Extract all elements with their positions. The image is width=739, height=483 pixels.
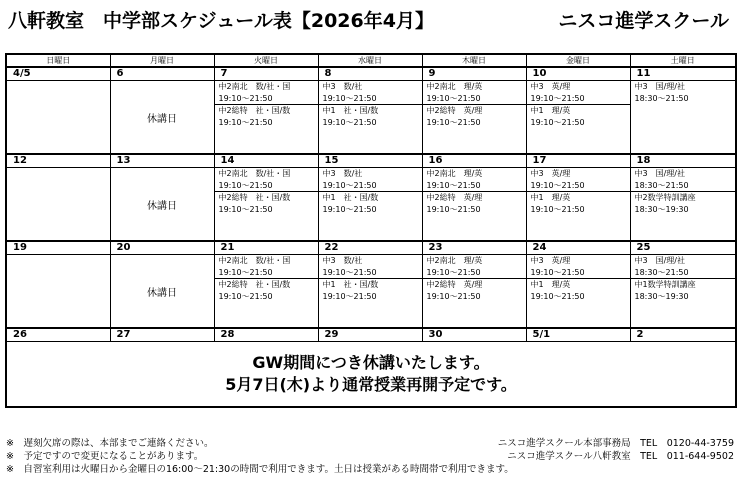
footer-row [6, 463, 734, 476]
class-subject: 中1 社・国/数 [322, 193, 379, 202]
class-time: 19:10～21:50 [218, 292, 273, 301]
class-subject: 中1 理/英 [530, 280, 571, 289]
class-entry [319, 255, 422, 279]
date-number: 24 [526, 241, 630, 255]
class-entry [423, 105, 526, 127]
day-cell [318, 255, 422, 329]
class-entry [215, 279, 318, 301]
class-time: 19:10～21:50 [322, 268, 377, 277]
date-number: 17 [526, 154, 630, 168]
date-number: 16 [422, 154, 526, 168]
class-entry [423, 279, 526, 301]
class-time: 18:30～21:50 [634, 181, 689, 190]
class-entry [319, 168, 422, 192]
class-entry [631, 168, 736, 192]
class-time: 19:10～21:50 [218, 181, 273, 190]
class-subject: 中3 数/社 [322, 256, 363, 265]
class-subject: 中3 数/社 [322, 169, 363, 178]
class-subject: 中2総特 英/理 [426, 106, 483, 115]
class-subject: 中2総特 英/理 [426, 280, 483, 289]
day-cell [630, 168, 736, 242]
date-number: 30 [422, 328, 526, 342]
holiday-label: 休講日 [147, 113, 177, 125]
class-subject: 中3 英/理 [530, 82, 571, 91]
class-time: 19:10～21:50 [426, 268, 481, 277]
day-cell [110, 81, 214, 155]
class-subject: 中2総特 社・国/数 [218, 280, 291, 289]
class-entry [631, 255, 736, 279]
class-entry [631, 192, 736, 214]
footer-row [6, 437, 734, 450]
footer-note: ※ 遅刻欠席の際は、本部までご連絡ください。 [6, 438, 214, 449]
weekday-header: 月曜日 [110, 54, 214, 67]
day-cell [422, 168, 526, 242]
class-time: 19:10～21:50 [530, 181, 585, 190]
class-time: 19:10～21:50 [218, 118, 273, 127]
holiday-label: 休講日 [147, 200, 177, 212]
class-time: 19:10～21:50 [426, 292, 481, 301]
class-time: 18:30～19:30 [634, 292, 689, 301]
class-time: 19:10～21:50 [218, 205, 273, 214]
date-number: 18 [630, 154, 736, 168]
page-title: 八軒教室 中学部スケジュール表【2026年4月】 [8, 10, 434, 32]
class-entry [215, 192, 318, 214]
footer-contact: ニスコ進学スクール八軒教室 TEL 011-644-9502 [507, 451, 734, 462]
class-subject: 中3 国/理/社 [634, 169, 685, 178]
class-subject: 中1 社・国/数 [322, 106, 379, 115]
date-row [6, 67, 736, 81]
class-entry [631, 279, 736, 301]
date-number: 25 [630, 241, 736, 255]
footer-contact: ニスコ進学スクール本部事務局 TEL 0120-44-3759 [497, 438, 734, 449]
date-number: 26 [6, 328, 110, 342]
class-time: 19:10～21:50 [530, 205, 585, 214]
date-number: 12 [6, 154, 110, 168]
class-time: 18:30～19:30 [634, 205, 689, 214]
day-cell [6, 168, 110, 242]
date-number: 19 [6, 241, 110, 255]
class-entry [527, 255, 630, 279]
date-number: 10 [526, 67, 630, 81]
day-cell [526, 255, 630, 329]
school-name: ニスコ進学スクール [558, 10, 729, 32]
day-cell [630, 81, 736, 155]
date-number: 14 [214, 154, 318, 168]
page-header [0, 0, 739, 40]
date-number: 20 [110, 241, 214, 255]
class-subject: 中2総特 英/理 [426, 193, 483, 202]
class-entry [527, 168, 630, 192]
day-cell [214, 168, 318, 242]
class-entry [215, 81, 318, 105]
class-subject: 中3 数/社 [322, 82, 363, 91]
class-time: 19:10～21:50 [426, 118, 481, 127]
class-entry [527, 105, 630, 127]
class-entry [423, 255, 526, 279]
day-cell [318, 168, 422, 242]
class-subject: 中3 国/理/社 [634, 256, 685, 265]
class-subject: 中2総特 社・国/数 [218, 106, 291, 115]
class-entry [423, 168, 526, 192]
class-time: 19:10～21:50 [322, 118, 377, 127]
holiday-label: 休講日 [147, 287, 177, 299]
class-subject: 中2数学特訓講座 [634, 193, 696, 202]
class-subject: 中2南北 数/社・国 [218, 169, 291, 178]
date-row [6, 154, 736, 168]
day-cell [214, 81, 318, 155]
class-time: 19:10～21:50 [426, 181, 481, 190]
class-time: 18:30～21:50 [634, 268, 689, 277]
footer-note: ※ 予定ですので変更になることがあります。 [6, 451, 204, 462]
week-content-row [6, 81, 736, 155]
class-entry [527, 279, 630, 301]
class-entry [319, 192, 422, 214]
class-time: 19:10～21:50 [530, 268, 585, 277]
date-number: 13 [110, 154, 214, 168]
class-subject: 中2南北 数/社・国 [218, 256, 291, 265]
weekday-header-row [6, 54, 736, 67]
date-number: 6 [110, 67, 214, 81]
gw-notice-row [6, 342, 736, 408]
week-content-row [6, 168, 736, 242]
footer-note: ※ 自習室利用は火曜日から金曜日の16:00～21:30の時間で利用できます。土日は授業がある時間帯で利用できます。 [6, 464, 514, 475]
date-number: 5/1 [526, 328, 630, 342]
class-time: 19:10～21:50 [530, 94, 585, 103]
class-subject: 中1 理/英 [530, 193, 571, 202]
date-number: 28 [214, 328, 318, 342]
class-time: 19:10～21:50 [530, 292, 585, 301]
class-entry [319, 279, 422, 301]
date-number: 7 [214, 67, 318, 81]
class-time: 19:10～21:50 [530, 118, 585, 127]
footer-notes [6, 437, 734, 476]
class-subject: 中1 社・国/数 [322, 280, 379, 289]
class-entry [423, 192, 526, 214]
class-time: 19:10～21:50 [218, 94, 273, 103]
weekday-header: 水曜日 [318, 54, 422, 67]
day-cell [422, 81, 526, 155]
date-number: 4/5 [6, 67, 110, 81]
class-entry [319, 105, 422, 127]
class-entry [423, 81, 526, 105]
class-subject: 中1 理/英 [530, 106, 571, 115]
class-subject: 中2南北 理/英 [426, 82, 483, 91]
date-number: 21 [214, 241, 318, 255]
date-number: 11 [630, 67, 736, 81]
class-time: 19:10～21:50 [322, 181, 377, 190]
weekday-header: 木曜日 [422, 54, 526, 67]
date-row [6, 328, 736, 342]
class-time: 19:10～21:50 [322, 94, 377, 103]
date-number: 2 [630, 328, 736, 342]
date-number: 8 [318, 67, 422, 81]
class-subject: 中2南北 理/英 [426, 169, 483, 178]
class-entry [319, 81, 422, 105]
class-entry [527, 81, 630, 105]
class-time: 19:10～21:50 [426, 94, 481, 103]
schedule-calendar [5, 53, 737, 408]
weekday-header: 火曜日 [214, 54, 318, 67]
gw-notice-line1: GW期間につき休講いたします。 [252, 353, 490, 372]
date-number: 29 [318, 328, 422, 342]
day-cell [318, 81, 422, 155]
day-cell [6, 255, 110, 329]
class-entry [215, 105, 318, 127]
footer-row [6, 450, 734, 463]
date-number: 22 [318, 241, 422, 255]
class-entry [215, 255, 318, 279]
date-number: 9 [422, 67, 526, 81]
class-subject: 中3 国/理/社 [634, 82, 685, 91]
day-cell [110, 168, 214, 242]
day-cell [110, 255, 214, 329]
class-subject: 中2南北 理/英 [426, 256, 483, 265]
date-number: 15 [318, 154, 422, 168]
day-cell [422, 255, 526, 329]
day-cell [630, 255, 736, 329]
class-subject: 中2南北 数/社・国 [218, 82, 291, 91]
weekday-header: 土曜日 [630, 54, 736, 67]
class-entry [631, 81, 736, 105]
day-cell [6, 81, 110, 155]
class-subject: 中2総特 社・国/数 [218, 193, 291, 202]
date-number: 23 [422, 241, 526, 255]
weekday-header: 金曜日 [526, 54, 630, 67]
class-entry [527, 192, 630, 214]
class-time: 18:30～21:50 [634, 94, 689, 103]
day-cell [526, 168, 630, 242]
day-cell [526, 81, 630, 155]
weekday-header: 日曜日 [6, 54, 110, 67]
gw-notice-line2: 5月7日(木)より通常授業再開予定です。 [225, 375, 517, 394]
class-time: 19:10～21:50 [426, 205, 481, 214]
class-time: 19:10～21:50 [322, 292, 377, 301]
class-time: 19:10～21:50 [218, 268, 273, 277]
gw-notice [6, 342, 736, 408]
class-subject: 中3 英/理 [530, 169, 571, 178]
date-number: 27 [110, 328, 214, 342]
class-subject: 中1数学特訓講座 [634, 280, 696, 289]
date-row [6, 241, 736, 255]
class-time: 19:10～21:50 [322, 205, 377, 214]
class-subject: 中3 英/理 [530, 256, 571, 265]
class-entry [215, 168, 318, 192]
week-content-row [6, 255, 736, 329]
day-cell [214, 255, 318, 329]
